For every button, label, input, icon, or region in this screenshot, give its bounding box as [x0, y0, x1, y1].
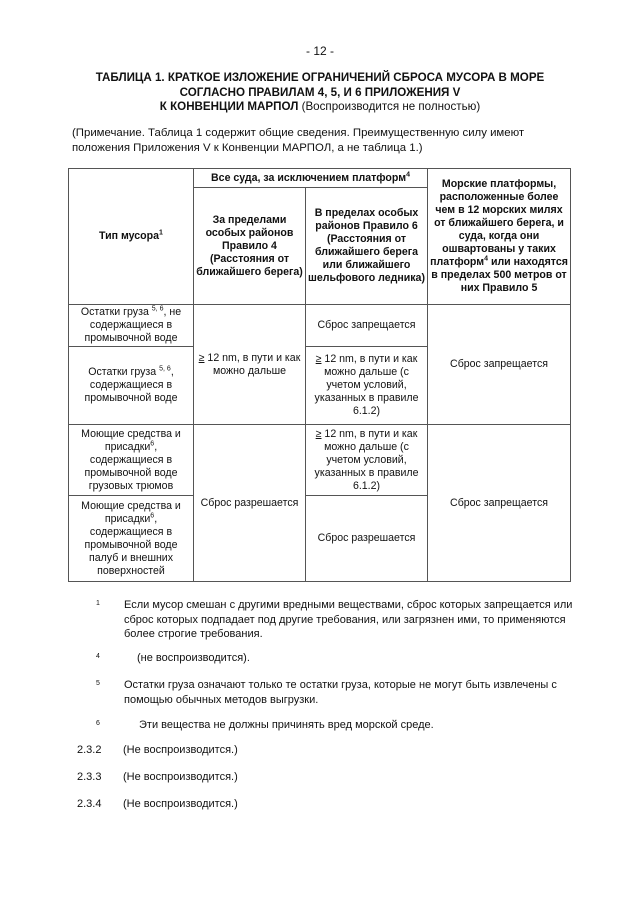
- title-line-3-bold: К КОНВЕНЦИИ МАРПОЛ: [159, 100, 299, 113]
- cell-inside-row1: Сброс запрещается: [306, 305, 428, 347]
- page-number: - 12 -: [305, 44, 334, 58]
- header-garbage-type: Тип мусора$^1$: [69, 169, 194, 305]
- cell-platforms-group2: Сброс запрещается: [428, 425, 571, 582]
- cell-inside-row3: ≥ 12 nm, в пути и как можно дальше (с учетом условий, указанных в правиле 6.1.2): [306, 425, 428, 496]
- title-line-1: ТАБЛИЦА 1. КРАТКОЕ ИЗЛОЖЕНИЕ ОГРАНИЧЕНИЙ СБРОСА МУСОРА В МОРЕ: [95, 71, 545, 84]
- cell-inside-row2: ≥ 12 nm, в пути и как можно дальше (с учетом условий, указанных в правиле 6.1.2): [306, 347, 428, 425]
- cell-platforms-group1: Сброс запрещается: [428, 305, 571, 425]
- cell-outside-group2: Сброс разрешается: [194, 425, 306, 582]
- header-inside-special-areas: В пределах особых районов Правило 6 (Расстояния от ближайшего берега или ближайшего шельфового ледника): [306, 188, 428, 305]
- cell-outside-group1: ≥ 12 nm, в пути и как можно дальше: [194, 305, 306, 425]
- table-title: [60, 71, 580, 115]
- header-all-ships: Все суда, за исключением платформ$^4$: [194, 169, 428, 188]
- garbage-discharge-table: [68, 168, 571, 582]
- title-line-3: [60, 100, 580, 115]
- row-type-cargo-residues-wash: Остатки груза $^{5, 6}$, содержащиеся в промывочной воде: [69, 347, 194, 425]
- row-type-detergents-holds: Моющие средства и присадки$^6$, содержащиеся в промывочной воде грузовых трюмов: [69, 425, 194, 496]
- row-type-cargo-residues-not-wash: Остатки груза $^{5, 6}$, не содержащиеся в промывочной воде: [69, 305, 194, 347]
- row-type-detergents-decks: Моющие средства и присадки$^6$, содержащиеся в промывочной воде палуб и внешних поверхностей: [69, 496, 194, 582]
- header-platforms: Морские платформы, расположенные более чем в 12 морских милях от ближайшего берега, и суда, когда они ошвартованы у таких платформ$^4$ или находятся в пределах 500 метров от них Правило 5: [428, 169, 571, 305]
- note-paragraph: (Примечание. Таблица 1 содержит общие сведения. Преимущественную силу имеют положения Приложения V к Конвенции МАРПОЛ, а не таблица 1.): [72, 127, 525, 154]
- cell-inside-row4: Сброс разрешается: [306, 496, 428, 582]
- title-line-3-note: (Воспроизводится не полностью): [298, 100, 481, 113]
- title-line-2: СОГЛАСНО ПРАВИЛАМ 4, 5, И 6 ПРИЛОЖЕНИЯ V: [179, 85, 461, 99]
- header-outside-special-areas: За пределами особых районов Правило 4 (Расстояния от ближайшего берега): [194, 188, 306, 305]
